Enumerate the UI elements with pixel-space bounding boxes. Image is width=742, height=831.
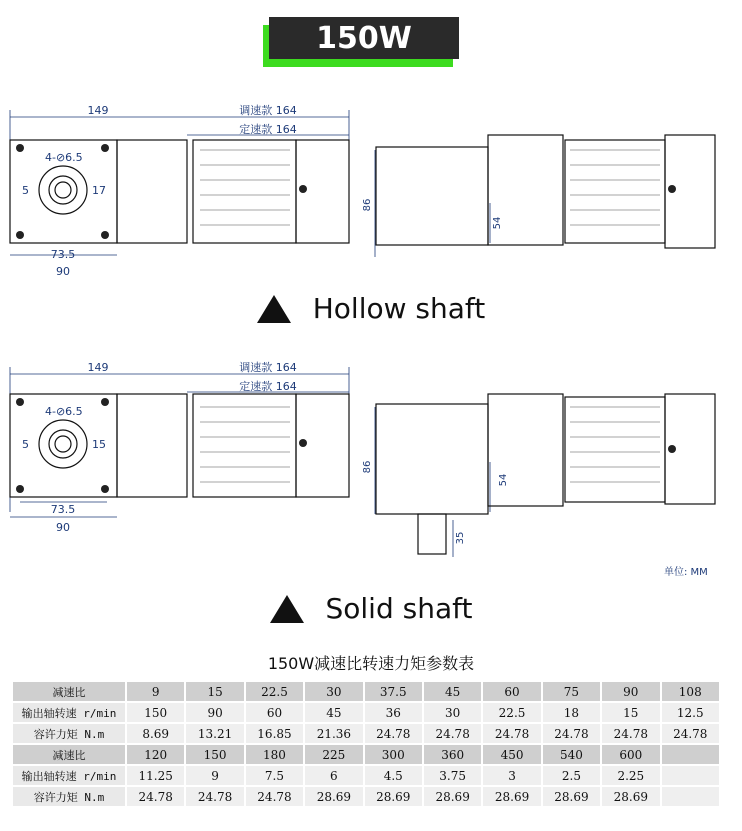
dim-width: 90 [56,265,70,278]
cell: 28.69 [365,787,422,806]
cell: 90 [186,703,243,722]
cell: 28.69 [602,787,659,806]
cell: 150 [127,703,184,722]
cell: 28.69 [483,787,540,806]
cell: 6 [305,766,362,785]
dim-fifteen: 15 [92,438,106,451]
cell: 8.69 [127,724,184,743]
cell: 9 [186,766,243,785]
triangle-icon [270,595,304,623]
solid-caption-row [0,592,742,625]
cell: 3.75 [424,766,481,785]
cell: 24.78 [662,724,719,743]
cell: 360 [424,745,481,764]
cell: 225 [305,745,362,764]
cell: 4.5 [365,766,422,785]
cell: 540 [543,745,600,764]
dim-overall: 149 [87,361,109,374]
table-row [13,745,719,764]
cell [662,787,719,806]
cell: 75 [543,682,600,701]
cell: 16.85 [246,724,303,743]
cell: 24.78 [483,724,540,743]
dim-height: 86 [362,460,373,474]
cell: 37.5 [365,682,422,701]
row-label: 容许力矩 N.m [13,724,125,743]
cell: 3 [483,766,540,785]
dim-seventeen: 17 [92,184,106,197]
cell: 15 [602,703,659,722]
cell: 24.78 [246,787,303,806]
solid-caption: Solid shaft [325,592,473,625]
cell: 300 [365,745,422,764]
dim-overall: 149 [87,104,109,117]
cell: 21.36 [305,724,362,743]
dim-five: 5 [22,438,29,451]
hollow-shaft-drawing [0,95,742,278]
cell: 24.78 [424,724,481,743]
cell: 180 [246,745,303,764]
cell: 45 [305,703,362,722]
dim-fixed: 定速款 164 [239,380,297,393]
cell: 11.25 [127,766,184,785]
dim-width: 90 [56,521,70,534]
cell: 150 [186,745,243,764]
table-title: 150W减速比转速力矩参数表 [267,654,475,673]
dim-height: 86 [362,198,373,212]
cell: 2.5 [543,766,600,785]
dim-fixed: 定速款 164 [239,123,297,136]
cell: 60 [483,682,540,701]
row-label: 减速比 [13,682,125,701]
cell: 45 [424,682,481,701]
cell: 13.21 [186,724,243,743]
cell: 30 [424,703,481,722]
dim-pitch: 73.5 [50,503,76,516]
cell: 22.5 [246,682,303,701]
dim-five: 5 [22,184,29,197]
cell: 24.78 [602,724,659,743]
dim-shaft-height: 54 [498,473,509,487]
cell: 28.69 [543,787,600,806]
cell [662,745,719,764]
cell: 60 [246,703,303,722]
cell: 24.78 [365,724,422,743]
cell: 90 [602,682,659,701]
dim-adjustable: 调速款 164 [239,361,297,374]
hollow-caption-row [0,292,742,325]
dim-shaft-length: 35 [455,531,466,545]
table-row [13,724,719,743]
cell: 2.25 [602,766,659,785]
cell [662,766,719,785]
row-label: 减速比 [13,745,125,764]
cell: 7.5 [246,766,303,785]
cell: 24.78 [186,787,243,806]
cell: 120 [127,745,184,764]
table-row [13,682,719,701]
row-label: 容许力矩 N.m [13,787,125,806]
cell: 24.78 [127,787,184,806]
triangle-icon [257,295,291,323]
cell: 12.5 [662,703,719,722]
cell: 450 [483,745,540,764]
table-row [13,766,719,785]
dim-adjustable: 调速款 164 [239,104,297,117]
dim-holes: 4-⊘6.5 [45,405,83,418]
cell: 18 [543,703,600,722]
cell: 28.69 [305,787,362,806]
dim-pitch: 73.5 [50,248,76,261]
cell: 22.5 [483,703,540,722]
dim-holes: 4-⊘6.5 [45,151,83,164]
unit-label: 单位: MM [664,567,708,578]
cell: 28.69 [424,787,481,806]
dim-shaft-height: 54 [492,216,503,230]
table-row [13,703,719,722]
cell: 36 [365,703,422,722]
row-label: 输出轴转速 r/min [13,703,125,722]
row-label: 输出轴转速 r/min [13,766,125,785]
cell: 9 [127,682,184,701]
badge-label: 150W [269,17,459,59]
cell: 600 [602,745,659,764]
table-row [13,787,719,806]
solid-shaft-drawing [0,352,742,562]
cell: 15 [186,682,243,701]
power-badge [263,17,459,67]
spec-table [11,680,721,808]
hollow-caption: Hollow shaft [312,292,486,325]
cell: 24.78 [543,724,600,743]
cell: 108 [662,682,719,701]
cell: 30 [305,682,362,701]
